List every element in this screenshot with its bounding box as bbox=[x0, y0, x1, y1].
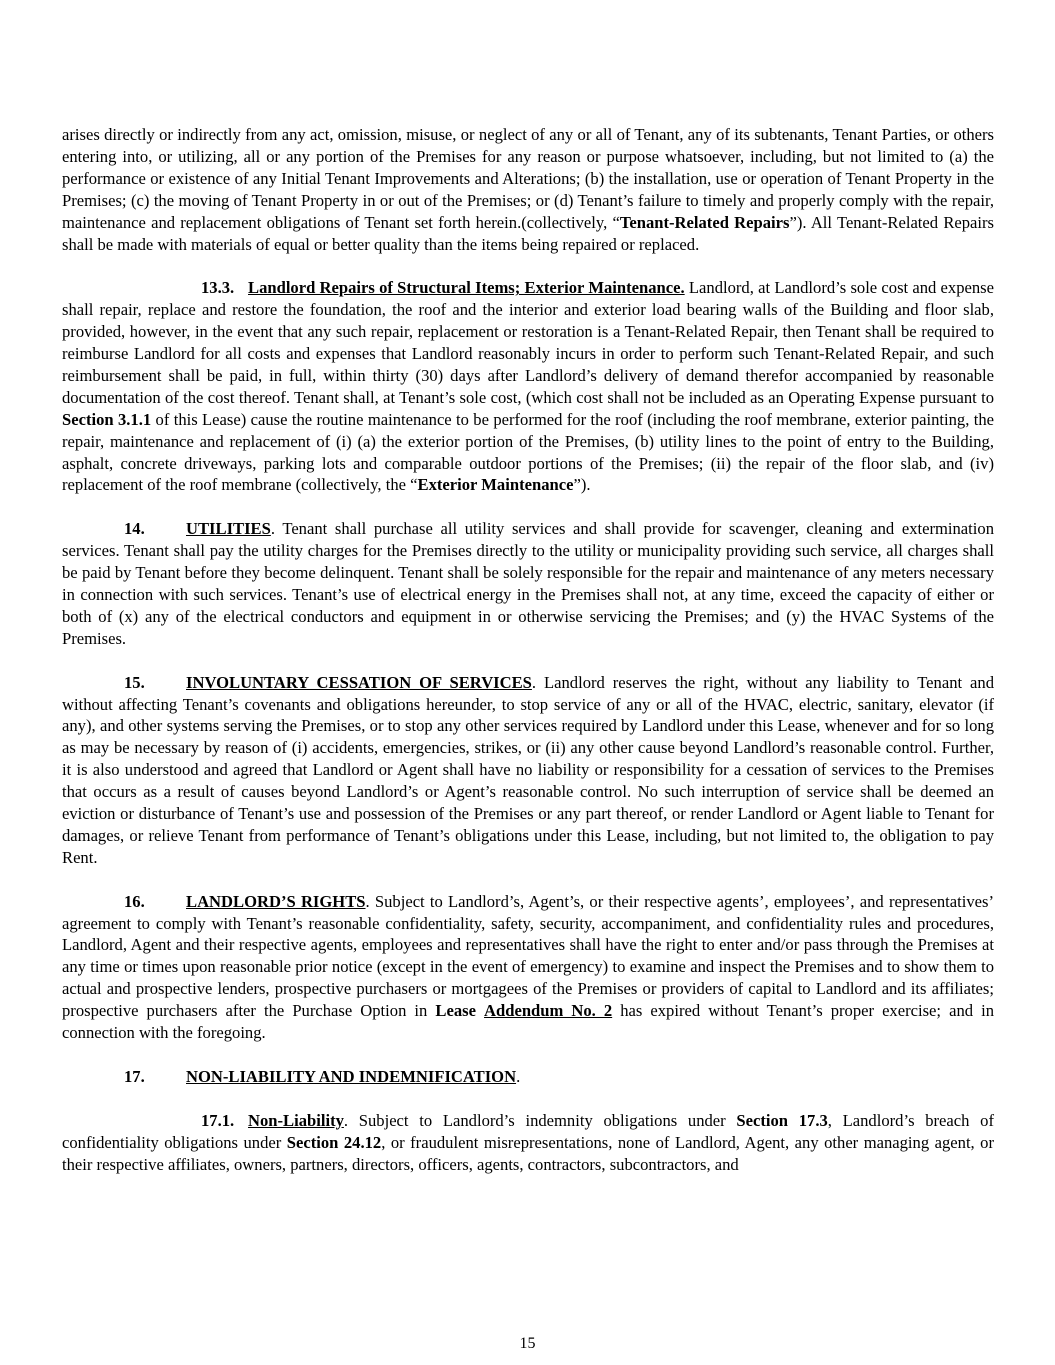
section-reference: Addendum No. 2 bbox=[484, 1001, 613, 1021]
section-heading: Non-Liability bbox=[248, 1110, 344, 1130]
section-number: 17. bbox=[124, 1066, 145, 1086]
section-text: . Tenant shall purchase all utility services and shall provide for scavenger, cleaning and extermination services. Tenant shall pay the utility charges for the Premises directly to the utility or municipality providing such service, all charges shall be paid by Tenant before they become delinquent. Tenant shall be solely responsible for the repair and maintenance of any meters necessary in connection with such services. Tenant’s use of electrical energy in the Premises shall not, at any time, exceed the capacity of either or both of (x) any of the electrical conductors and equipment in or otherwise servicing the Premises; and (y) the HVAC Systems of the Premises. bbox=[62, 519, 994, 648]
defined-term-exterior-maintenance: Exterior Maintenance bbox=[417, 475, 574, 495]
section-16-paragraph bbox=[62, 891, 994, 1044]
section-text: . Subject to Landlord’s indemnity obligations under bbox=[343, 1110, 737, 1130]
section-text: of this Lease) cause the routine maintenance to be performed for the roof (including the roof membrane, exterior painting, the repair, maintenance and replacement of (i) (a) the exterior portion of the Premises, (b) utility lines to the point of entry to the Building, asphalt, concrete driveways, parking lots and comparable outdoor portions of the Premises; (ii) the repair of the floor slab, and (iv) replacement of the roof membrane (collectively, the “ bbox=[62, 409, 994, 495]
section-text: ”). bbox=[573, 475, 591, 495]
section-15-paragraph bbox=[62, 672, 994, 869]
section-number: 15. bbox=[124, 672, 145, 692]
section-17-paragraph bbox=[62, 1066, 994, 1088]
section-text: , Landlord’s breach of confidentiality obligations under bbox=[62, 1110, 994, 1152]
page-number: 15 bbox=[519, 1335, 536, 1352]
section-heading: LANDLORD’S RIGHTS bbox=[186, 891, 366, 911]
section-heading: INVOLUNTARY CESSATION OF SERVICES bbox=[186, 672, 532, 692]
section-text: has expired without Tenant’s proper exercise; and in connection with the foregoing. bbox=[62, 1001, 994, 1043]
section-number: 16. bbox=[124, 891, 145, 911]
section-text: Landlord, at Landlord’s sole cost and expense shall repair, replace and restore the foundation, the roof and the interior and exterior load bearing walls of the Building and floor slab, provided, however, in the event that any such repair, replacement or restoration is a Tenant-Related Repair, then Tenant shall be required to reimburse Landlord for all costs and expenses that Landlord reasonably incurs in order to perform such Tenant-Related Repair, and such reimbursement shall be paid, in full, within thirty (30) days after Landlord’s delivery of demand therefor accompanied by reasonable documentation of the cost thereof. Tenant shall, at Tenant’s sole cost, (which cost shall not be included as an Operating Expense pursuant to bbox=[62, 278, 995, 407]
section-number: 13.3. bbox=[201, 278, 235, 298]
continuation-paragraph bbox=[62, 124, 994, 255]
section-text: . Subject to Landlord’s, Agent’s, or their respective agents’, employees’, and representatives’ agreement to comply with Tenant’s reasonable confidentiality, safety, security, accompaniment, and confidentiality rules and procedures, Landlord, Agent and their respective agents, employees and representatives shall have the right to enter and/or pass through the Premises at any time or times upon reasonable prior notice (except in the event of emergency) to examine and inspect the Premises and to show them to actual and prospective lenders, prospective purchasers or mortgagees of the Premises or providers of capital to Landlord and its affiliates; prospective purchasers after the Purchase Option in bbox=[62, 891, 995, 1021]
section-reference: Section 3.1.1 bbox=[62, 409, 152, 429]
section-reference: Lease bbox=[435, 1001, 476, 1021]
continuation-text-1: arises directly or indirectly from any act, omission, misuse, or neglect of any or all of Tenant, any of its subtenants, Tenant Parties, or others entering into, or utilizing, all or any portion of the Premises for any reason or purpose whatsoever, including, but not limited to (a) the performance or existence of any Initial Tenant Improvements and Alterations; (b) the installation, use or operation of Tenant Property in the Premises; (c) the moving of Tenant Property in or out of the Premises; or (d) Tenant’s failure to timely and properly comply with the repair, maintenance and replacement obligations of Tenant set forth herein.(collectively, “ bbox=[62, 125, 994, 232]
section-heading: UTILITIES bbox=[186, 519, 271, 539]
section-reference: Section 17.3 bbox=[736, 1110, 828, 1130]
section-reference: Section 24.12 bbox=[286, 1132, 382, 1152]
continuation-text-2: ”). All Tenant-Related Repairs shall be made with materials of equal or better quality than the items being repaired or replaced. bbox=[62, 212, 995, 254]
section-14-paragraph bbox=[62, 518, 994, 649]
section-text: . bbox=[516, 1066, 521, 1086]
section-17-1-paragraph bbox=[62, 1110, 994, 1176]
section-heading: NON-LIABILITY AND INDEMNIFICATION bbox=[186, 1066, 517, 1086]
section-text: , or fraudulent misrepresentations, none of Landlord, Agent, any other managing agent, or their respective affiliates, owners, partners, directors, officers, agents, contractors, subcontractors, and bbox=[62, 1132, 995, 1174]
section-heading: Landlord Repairs of Structural Items; Exterior Maintenance. bbox=[248, 278, 685, 298]
defined-term-tenant-related-repairs: Tenant-Related Repairs bbox=[619, 212, 790, 232]
section-13-3-paragraph bbox=[62, 277, 994, 496]
section-number: 14. bbox=[124, 519, 145, 539]
section-text: . Landlord reserves the right, without any liability to Tenant and without affecting Tenant’s covenants and obligations hereunder, to stop service of any or all of the HVAC, electric, sanitary, elevator (if any), and other systems serving the Premises, or to stop any other services required by Landlord under this Lease, whenever and for so long as may be necessary by reason of (i) accidents, emergencies, strikes, or (ii) any other cause beyond Landlord’s reasonable control. Further, it is also understood and agreed that Landlord or Agent shall have no liability or responsibility for a cessation of services to the Premises that occurs as a result of causes beyond Landlord’s or Agent’s reasonable control. No such interruption of service shall be deemed an eviction or disturbance of Tenant’s use and possession of the Premises or any part thereof, or render Landlord or Agent liable to Tenant for damages, or relieve Tenant from performance of Tenant’s obligations under this Lease, including, but not limited to, the obligation to pay Rent. bbox=[62, 672, 995, 867]
document-page bbox=[62, 124, 994, 1197]
section-number: 17.1. bbox=[201, 1110, 235, 1130]
